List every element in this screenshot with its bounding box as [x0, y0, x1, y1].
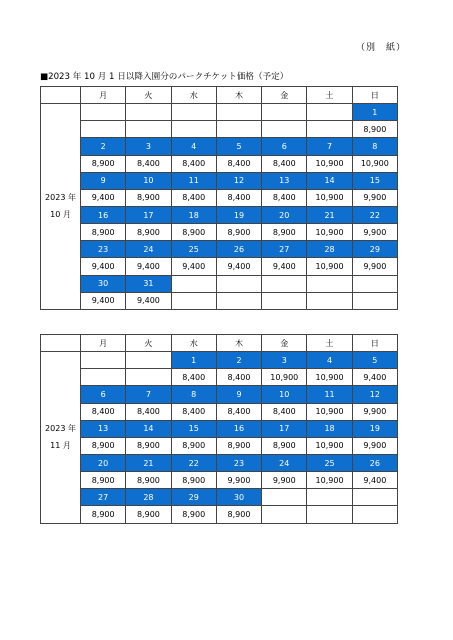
date-cell: 18: [171, 206, 216, 223]
date-cell: 3: [262, 352, 307, 369]
date-row: [41, 275, 398, 292]
price-cell: 9,900: [352, 403, 397, 420]
price-cell: 9,400: [126, 292, 171, 309]
date-cell: 14: [126, 420, 171, 437]
date-row: [41, 138, 398, 155]
price-cell: 9,400: [81, 189, 126, 206]
date-cell: 21: [307, 206, 352, 223]
price-cell: 9,400: [126, 258, 171, 275]
date-row: [41, 172, 398, 189]
empty-price-cell: [307, 292, 352, 309]
calendar-november-2023: [40, 334, 398, 524]
year-label: 2023 年: [45, 193, 76, 203]
price-cell: 9,900: [352, 189, 397, 206]
price-cell: 8,400: [126, 403, 171, 420]
price-cell: 10,900: [307, 189, 352, 206]
empty-price-cell: [126, 121, 171, 138]
empty-date-cell: [216, 104, 261, 121]
document-heading: ■2023 年 10 月 1 日以降入園分のパークチケット価格（予定）: [40, 72, 289, 82]
date-row: [41, 420, 398, 437]
price-cell: 9,400: [262, 258, 307, 275]
price-cell: 10,900: [352, 155, 397, 172]
weekday-header: 日: [352, 335, 397, 352]
price-row: [41, 437, 398, 454]
weekday-header: 木: [216, 87, 261, 104]
date-cell: 15: [171, 420, 216, 437]
date-row: [41, 454, 398, 471]
price-cell: 10,900: [307, 369, 352, 386]
date-cell: 1: [171, 352, 216, 369]
year-label: 2023 年: [45, 424, 76, 434]
price-cell: 8,900: [216, 437, 261, 454]
date-cell: 22: [171, 454, 216, 471]
date-cell: 26: [216, 241, 261, 258]
month-label: 10 月: [50, 210, 71, 220]
date-cell: 18: [307, 420, 352, 437]
date-cell: 11: [307, 386, 352, 403]
date-cell: 12: [216, 172, 261, 189]
price-cell: 8,400: [126, 155, 171, 172]
date-cell: 29: [352, 241, 397, 258]
empty-price-cell: [216, 121, 261, 138]
date-cell: 28: [126, 489, 171, 506]
date-cell: 21: [126, 454, 171, 471]
price-cell: 8,900: [216, 224, 261, 241]
empty-price-cell: [352, 292, 397, 309]
date-cell: 24: [262, 454, 307, 471]
empty-date-cell: [307, 275, 352, 292]
weekday-header: 水: [171, 335, 216, 352]
price-cell: 8,400: [216, 155, 261, 172]
price-cell: 8,900: [126, 472, 171, 489]
price-cell: 9,900: [216, 472, 261, 489]
date-cell: 10: [262, 386, 307, 403]
price-cell: 8,900: [352, 121, 397, 138]
price-cell: 10,900: [307, 258, 352, 275]
price-row: [41, 292, 398, 309]
date-cell: 16: [216, 420, 261, 437]
weekday-header: 土: [307, 335, 352, 352]
date-cell: 23: [81, 241, 126, 258]
price-cell: 10,900: [307, 437, 352, 454]
price-cell: 10,900: [307, 224, 352, 241]
date-row: [41, 386, 398, 403]
price-cell: 8,400: [216, 189, 261, 206]
weekday-header: 月: [81, 335, 126, 352]
date-cell: 9: [216, 386, 261, 403]
price-cell: 8,400: [262, 189, 307, 206]
price-cell: 8,400: [262, 155, 307, 172]
empty-price-cell: [307, 506, 352, 523]
weekday-header: 火: [126, 87, 171, 104]
price-cell: 8,900: [262, 437, 307, 454]
empty-price-cell: [81, 121, 126, 138]
price-cell: 8,900: [81, 437, 126, 454]
price-cell: 8,400: [171, 369, 216, 386]
date-cell: 17: [262, 420, 307, 437]
header-corner-cell: [41, 87, 81, 104]
price-cell: 9,400: [352, 472, 397, 489]
date-cell: 6: [81, 386, 126, 403]
empty-date-cell: [81, 104, 126, 121]
price-cell: 8,900: [81, 506, 126, 523]
empty-date-cell: [352, 489, 397, 506]
date-cell: 19: [216, 206, 261, 223]
price-cell: 9,400: [81, 292, 126, 309]
date-cell: 30: [81, 275, 126, 292]
price-cell: 9,400: [81, 258, 126, 275]
price-row: [41, 189, 398, 206]
price-cell: 8,900: [262, 224, 307, 241]
annex-label: （別 紙）: [355, 43, 406, 53]
date-cell: 15: [352, 172, 397, 189]
weekday-header: 水: [171, 87, 216, 104]
weekday-header: 火: [126, 335, 171, 352]
empty-price-cell: [126, 369, 171, 386]
price-cell: 9,900: [352, 224, 397, 241]
date-cell: 4: [171, 138, 216, 155]
empty-date-cell: [262, 489, 307, 506]
date-cell: 4: [307, 352, 352, 369]
empty-date-cell: [307, 104, 352, 121]
empty-date-cell: [262, 275, 307, 292]
price-row: [41, 121, 398, 138]
empty-price-cell: [262, 292, 307, 309]
price-cell: 8,900: [81, 224, 126, 241]
date-cell: 5: [352, 352, 397, 369]
date-row: [41, 352, 398, 369]
date-cell: 24: [126, 241, 171, 258]
date-cell: 22: [352, 206, 397, 223]
price-cell: 8,900: [126, 437, 171, 454]
price-cell: 9,400: [216, 258, 261, 275]
price-cell: 9,400: [352, 369, 397, 386]
empty-price-cell: [81, 369, 126, 386]
date-row: [41, 241, 398, 258]
price-cell: 9,900: [352, 258, 397, 275]
date-cell: 29: [171, 489, 216, 506]
empty-date-cell: [126, 352, 171, 369]
date-cell: 26: [352, 454, 397, 471]
date-cell: 9: [81, 172, 126, 189]
date-cell: 13: [81, 420, 126, 437]
calendar-october-2023: [40, 86, 398, 310]
price-cell: 9,900: [352, 437, 397, 454]
empty-date-cell: [352, 275, 397, 292]
empty-price-cell: [307, 121, 352, 138]
date-cell: 28: [307, 241, 352, 258]
date-row: [41, 206, 398, 223]
date-cell: 7: [126, 386, 171, 403]
month-label: 11 月: [50, 441, 71, 451]
price-cell: 8,400: [171, 155, 216, 172]
date-cell: 14: [307, 172, 352, 189]
price-cell: 8,400: [216, 369, 261, 386]
date-cell: 19: [352, 420, 397, 437]
date-cell: 13: [262, 172, 307, 189]
date-cell: 10: [126, 172, 171, 189]
price-cell: 8,900: [81, 155, 126, 172]
date-cell: 12: [352, 386, 397, 403]
weekday-header: 木: [216, 335, 261, 352]
price-row: [41, 506, 398, 523]
empty-price-cell: [171, 292, 216, 309]
price-cell: 8,900: [126, 224, 171, 241]
date-cell: 16: [81, 206, 126, 223]
weekday-header-row: [41, 87, 398, 104]
date-cell: 31: [126, 275, 171, 292]
date-cell: 23: [216, 454, 261, 471]
date-cell: 25: [307, 454, 352, 471]
weekday-header: 金: [262, 87, 307, 104]
price-row: [41, 403, 398, 420]
date-cell: 1: [352, 104, 397, 121]
empty-date-cell: [171, 275, 216, 292]
date-cell: 27: [81, 489, 126, 506]
empty-date-cell: [262, 104, 307, 121]
date-cell: 3: [126, 138, 171, 155]
date-cell: 30: [216, 489, 261, 506]
weekday-header: 金: [262, 335, 307, 352]
empty-date-cell: [81, 352, 126, 369]
empty-price-cell: [352, 506, 397, 523]
date-cell: 17: [126, 206, 171, 223]
price-row: [41, 224, 398, 241]
price-row: [41, 369, 398, 386]
price-cell: 8,900: [171, 506, 216, 523]
price-cell: 8,400: [81, 403, 126, 420]
date-row: [41, 104, 398, 121]
empty-price-cell: [262, 121, 307, 138]
weekday-header: 日: [352, 87, 397, 104]
empty-date-cell: [126, 104, 171, 121]
date-cell: 2: [81, 138, 126, 155]
price-cell: 8,400: [171, 189, 216, 206]
price-cell: 10,900: [307, 403, 352, 420]
price-cell: 9,900: [262, 472, 307, 489]
date-cell: 5: [216, 138, 261, 155]
date-cell: 20: [262, 206, 307, 223]
price-cell: 10,900: [262, 369, 307, 386]
date-cell: 27: [262, 241, 307, 258]
price-row: [41, 258, 398, 275]
date-cell: 11: [171, 172, 216, 189]
price-cell: 8,900: [216, 506, 261, 523]
price-cell: 8,400: [262, 403, 307, 420]
price-cell: 8,900: [126, 189, 171, 206]
empty-date-cell: [307, 489, 352, 506]
price-row: [41, 472, 398, 489]
empty-date-cell: [171, 104, 216, 121]
weekday-header: 土: [307, 87, 352, 104]
date-cell: 8: [171, 386, 216, 403]
price-row: [41, 155, 398, 172]
price-cell: 8,900: [81, 472, 126, 489]
price-cell: 8,900: [171, 437, 216, 454]
weekday-header-row: [41, 335, 398, 352]
date-cell: 7: [307, 138, 352, 155]
empty-date-cell: [216, 275, 261, 292]
date-cell: 6: [262, 138, 307, 155]
price-cell: 8,900: [171, 224, 216, 241]
price-cell: 8,400: [216, 403, 261, 420]
price-cell: 8,900: [126, 506, 171, 523]
date-cell: 20: [81, 454, 126, 471]
header-corner-cell: [41, 335, 81, 352]
weekday-header: 月: [81, 87, 126, 104]
price-cell: 8,900: [171, 472, 216, 489]
date-cell: 8: [352, 138, 397, 155]
empty-price-cell: [262, 506, 307, 523]
date-cell: 25: [171, 241, 216, 258]
price-cell: 8,400: [171, 403, 216, 420]
empty-price-cell: [216, 292, 261, 309]
empty-price-cell: [171, 121, 216, 138]
month-label-cell: [41, 352, 81, 523]
date-cell: 2: [216, 352, 261, 369]
date-row: [41, 489, 398, 506]
month-label-cell: [41, 104, 81, 310]
price-cell: 9,400: [171, 258, 216, 275]
price-cell: 10,900: [307, 472, 352, 489]
price-cell: 10,900: [307, 155, 352, 172]
